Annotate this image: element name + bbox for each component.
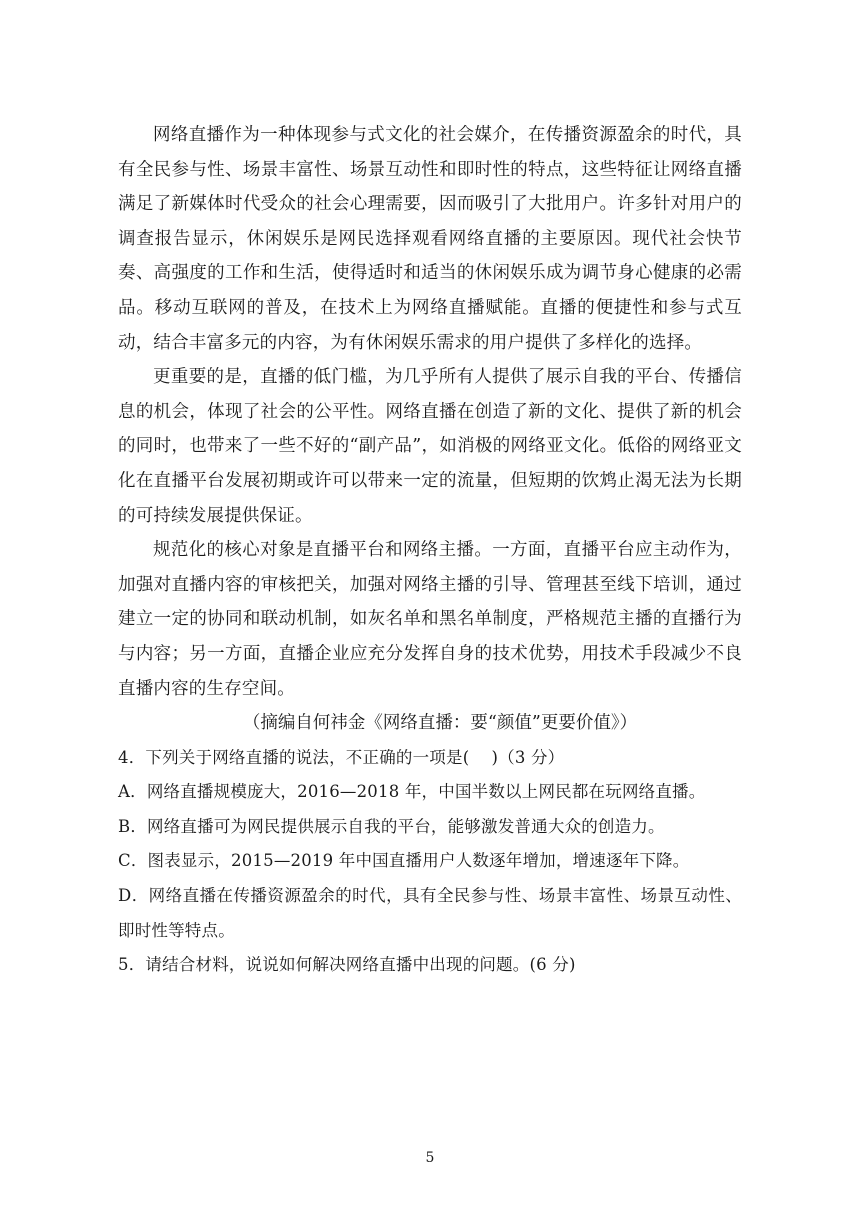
article-paragraph: 更重要的是，直播的低门槛，为几乎所有人提供了展示自我的平台、传播信息的机会，体现了社会的公平性。网络直播在创造了新的文化、提供了新的机会的同时，也带来了一些不好的“副产品”，如消极的网络亚文化。低俗的网络亚文化在直播平台发展初期或许可以带来一定的流量，但短期的饮鸩止渴无法为长期的可持续发展提供保证。 bbox=[118, 367, 742, 526]
question-4-option-d: D．网络直播在传播资源盈余的时代，具有全民参与性、场景丰富性、场景互动性、即时性等特点。 bbox=[118, 886, 742, 940]
page-number: 5 bbox=[425, 1150, 435, 1166]
question-4-option-a: A．网络直播规模庞大，2016—2018 年，中国半数以上网民都在玩网络直播。 bbox=[118, 782, 706, 802]
question-4-option-b: B．网络直播可为网民提供展示自我的平台，能够激发普通大众的创造力。 bbox=[118, 816, 665, 836]
article-paragraph: 规范化的核心对象是直播平台和网络主播。一方面，直播平台应主动作为，加强对直播内容的审核把关，加强对网络主播的引导、管理甚至线下培训，通过建立一定的协同和联动机制，如灰名单和黑名单制度，严格规范主播的直播行为与内容；另一方面，直播企业应充分发挥自身的技术优势，用技术手段减少不良直播内容的生存空间。 bbox=[118, 540, 742, 699]
question-4-stem: 4．下列关于网络直播的说法，不正确的一项是( )（3 分） bbox=[118, 747, 565, 767]
question-4-option-c: C．图表显示，2015—2019 年中国直播用户人数逐年增加，增速逐年下降。 bbox=[118, 851, 690, 871]
document-page bbox=[118, 118, 742, 983]
article-paragraph: 网络直播作为一种体现参与式文化的社会媒介，在传播资源盈余的时代，具有全民参与性、场景丰富性、场景互动性和即时性的特点，这些特征让网络直播满足了新媒体时代受众的社会心理需要，因而吸引了大批用户。许多针对用户的调查报告显示，休闲娱乐是网民选择观看网络直播的主要原因。现代社会快节奏、高强度的工作和生活，使得适时和适当的休闲娱乐成为调节身心健康的必需品。移动互联网的普及，在技术上为网络直播赋能。直播的便捷性和参与式互动，结合丰富多元的内容，为有休闲娱乐需求的用户提供了多样化的选择。 bbox=[118, 125, 742, 353]
question-5-stem: 5．请结合材料，说说如何解决网络直播中出现的问题。(6 分) bbox=[118, 955, 576, 975]
article-source: （摘编自何祎金《网络直播：要“颜值”更要价值》） bbox=[242, 713, 638, 734]
